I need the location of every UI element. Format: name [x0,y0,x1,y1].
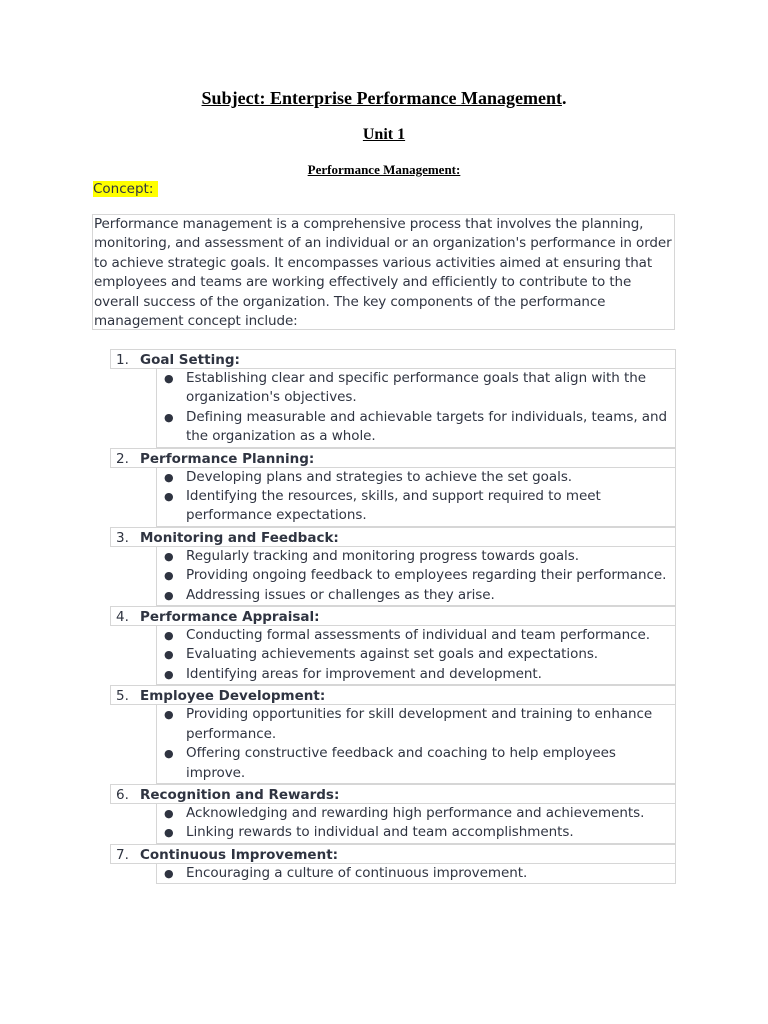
bullet-dot-icon: ● [164,410,174,424]
list-item-heading [110,844,676,864]
bullet-text: Providing opportunities for skill development and training to enhance performance. [186,706,653,742]
bullet-text: Identifying the resources, skills, and support required to meet performance expectations. [186,488,601,524]
list-item-title: Continuous Improvement: [140,846,339,863]
bullet-text: Addressing issues or challenges as they arise. [186,586,495,603]
bullet-text: Defining measurable and achievable targets for individuals, teams, and the organization as a whole. [186,408,668,445]
list-item-heading [110,448,676,468]
bullet-item [157,566,675,585]
bullet-text: Regularly tracking and monitoring progress towards goals. [186,547,579,564]
list-item-heading [110,784,676,804]
bullet-item [157,864,675,883]
bullet-dot-icon: ● [164,866,174,880]
concept-highlight: Concept: [93,181,158,197]
bullet-dot-icon: ● [164,588,174,602]
bullet-text: Developing plans and strategies to achieve the set goals. [186,468,573,485]
bullet-list [156,626,676,685]
bullet-dot-icon: ● [164,569,174,583]
bullet-item [157,408,675,447]
bullet-item [157,744,675,783]
bullet-dot-icon: ● [164,372,174,385]
bullet-list [156,804,676,844]
bullet-dot-icon: ● [164,490,174,504]
list-item-title: Employee Development: [140,688,326,705]
document-subject [0,88,768,109]
bullet-item [157,468,675,487]
list-item-number: 1. [116,352,129,368]
list-item-title: Monitoring and Feedback: [140,529,339,546]
bullet-text: Acknowledging and rewarding high performance and achievements. [186,804,645,821]
bullet-dot-icon: ● [164,629,174,643]
intro-paragraph: Performance management is a comprehensive process that involves the planning, monitoring, and assessment of an individual or an organization's performance in order to achieve strategic goals. It encompasses various activities aimed at ensuring that employees and teams are working effectively and efficiently to contribute to the overall success of the organization. The key components of the performance management concept include: [94,216,672,330]
bullet-dot-icon: ● [164,667,174,681]
list-item-title: Recognition and Rewards: [140,786,340,803]
bullet-list [156,369,676,448]
section-title: Performance Management: [307,162,461,177]
list-item-number: 3. [116,529,129,546]
bullet-dot-icon: ● [164,806,174,820]
list-item-heading [110,606,676,626]
bullet-dot-icon: ● [164,470,174,484]
bullet-text: Providing ongoing feedback to employees regarding their performance. [186,567,667,584]
bullet-dot-icon: ● [164,747,174,761]
list-item-title: Goal Setting: [140,352,240,368]
components-list [110,349,676,884]
bullet-item [157,369,675,408]
concept-label [93,180,158,198]
list-item-number: 7. [116,846,129,863]
bullet-list [156,468,676,527]
list-item-heading [110,527,676,547]
list-item-number: 6. [116,786,129,803]
bullet-item [157,665,675,684]
subject-period: . [561,88,567,108]
bullet-text: Linking rewards to individual and team accomplishments. [186,824,574,841]
bullet-item [157,705,675,744]
unit-heading: Unit 1 [362,126,406,143]
bullet-dot-icon: ● [164,648,174,662]
bullet-item [157,804,675,823]
bullet-text: Evaluating achievements against set goals and expectations. [186,646,599,663]
list-item-number: 5. [116,688,129,705]
bullet-list [156,547,676,606]
bullet-list [156,705,676,784]
bullet-item [157,487,675,526]
list-item-number: 2. [116,450,129,467]
bullet-text: Establishing clear and specific performance goals that align with the organization's objectives. [186,370,647,406]
subject-text: Subject: Enterprise Performance Management [201,88,562,108]
list-item-heading [110,349,676,369]
bullet-list [156,864,676,884]
list-item-number: 4. [116,609,129,626]
bullet-text: Identifying areas for improvement and development. [186,665,542,682]
intro-box [92,214,675,330]
bullet-item [157,626,675,645]
bullet-item [157,823,675,842]
bullet-dot-icon: ● [164,549,174,563]
bullet-item [157,547,675,566]
list-item-title: Performance Appraisal: [140,609,320,626]
bullet-item [157,586,675,605]
bullet-dot-icon: ● [164,826,174,840]
bullet-item [157,645,675,664]
bullet-dot-icon: ● [164,708,174,722]
bullet-text: Conducting formal assessments of individual and team performance. [186,627,650,644]
bullet-text: Offering constructive feedback and coaching to help employees improve. [186,745,616,781]
bullet-text: Encouraging a culture of continuous improvement. [186,864,528,881]
list-item-title: Performance Planning: [140,450,315,467]
list-item-heading [110,685,676,705]
